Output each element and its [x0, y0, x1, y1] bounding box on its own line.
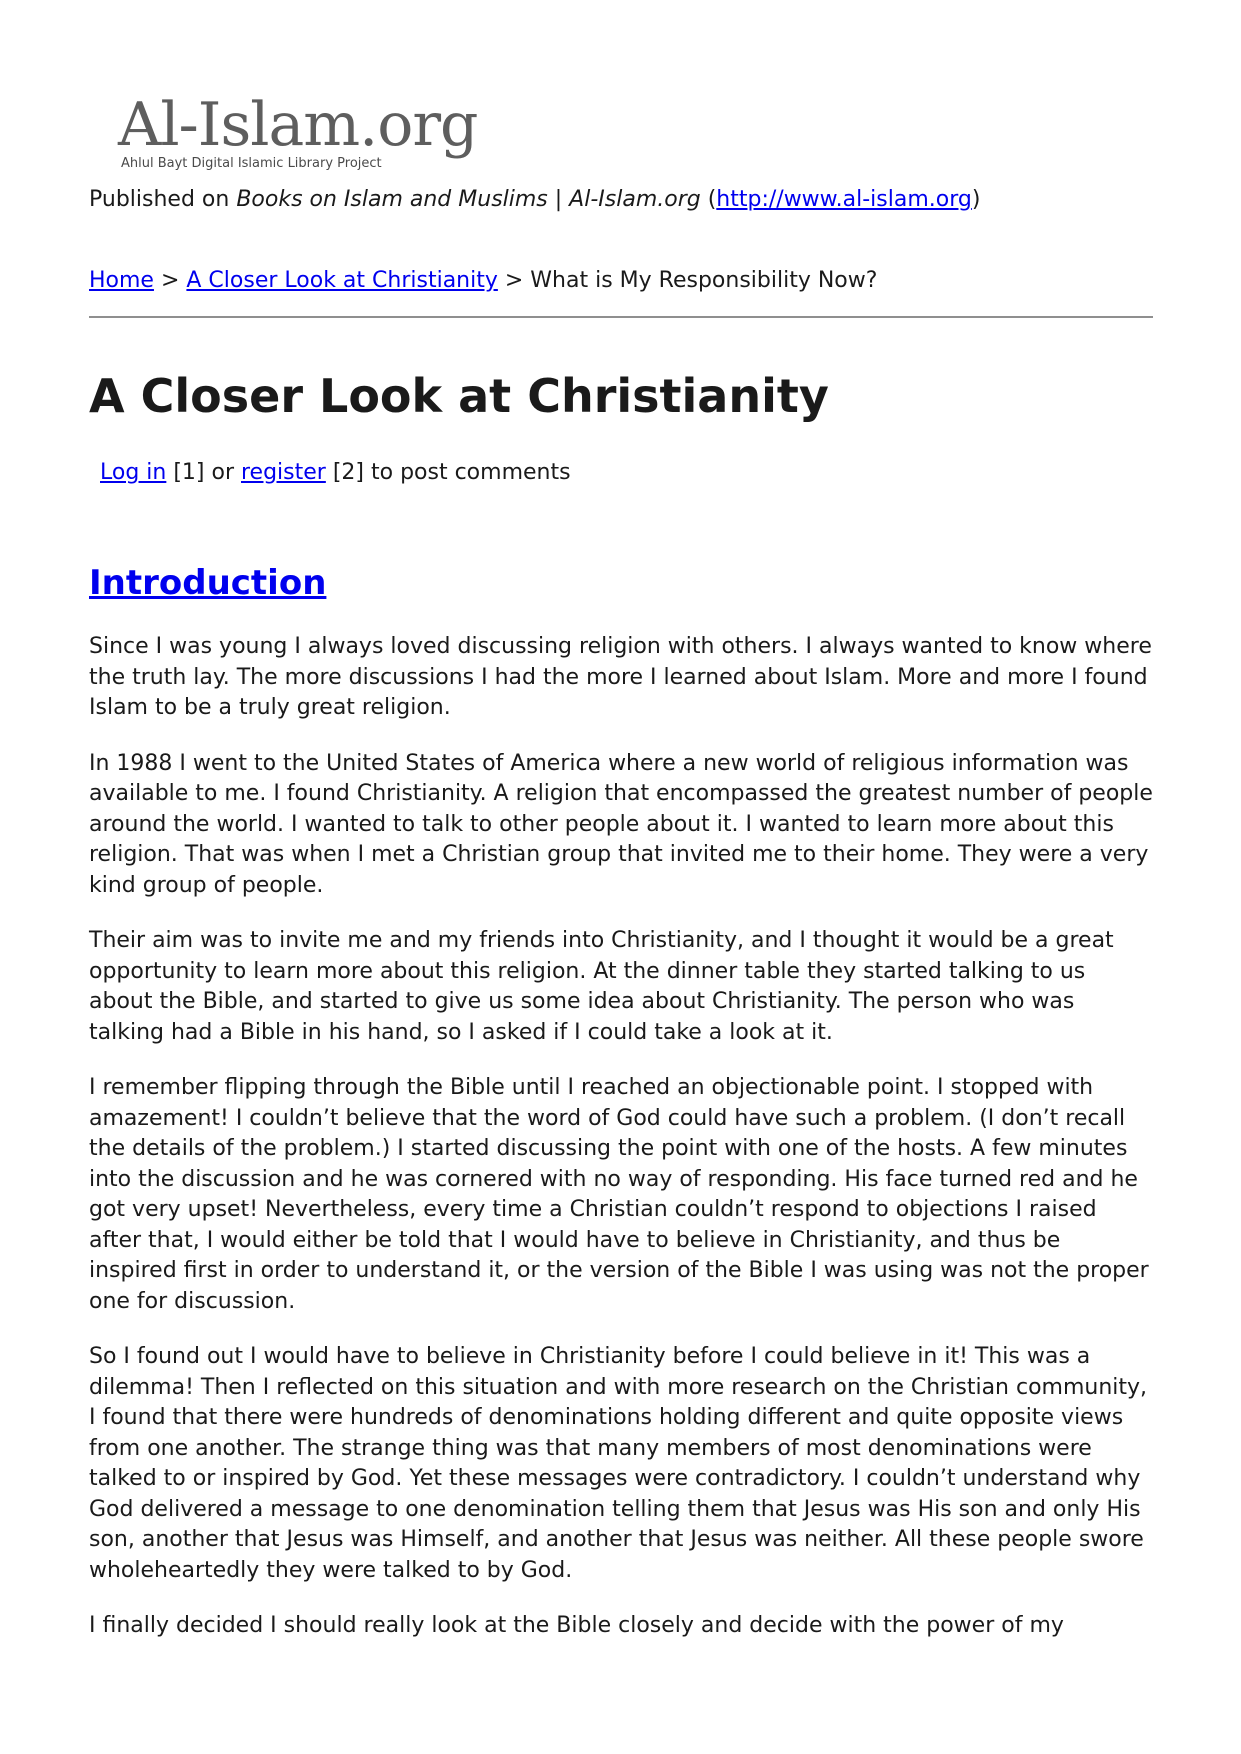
breadcrumb-separator: >: [497, 268, 531, 293]
section-heading-link[interactable]: [89, 562, 326, 604]
breadcrumb-book-link[interactable]: A Closer Look at Christianity: [186, 268, 498, 293]
published-on-line: [89, 186, 980, 214]
paragraph: I finally decided I should really look at the Bible closely and decide with the power of my: [89, 1613, 1064, 1638]
paragraph: I remember flipping through the Bible until I reached an objectionable point. I stopped with amazement! I couldn’t believe that the word of God could have such a problem. (I don’t recall the details of the problem.) I started discussing the point with one of the hosts. A few minutes into the discussion and he was cornered with no way of responding. His face turned red and he got very upset! Nevertheless, every time a Christian couldn’t respond to objections I raised after that, I would either be told that I would have to believe in Christianity, and thus be inspired first in order to understand it, or the version of the Bible I was using was not the proper one for discussion.: [89, 1075, 1149, 1314]
register-ref-text: [2] to post comments: [325, 460, 571, 485]
published-prefix: Published on: [89, 187, 237, 212]
site-logo[interactable]: [118, 92, 478, 178]
breadcrumb-current: What is My Responsibility Now?: [530, 268, 878, 293]
paragraph: In 1988 I went to the United States of America where a new world of religious information was available to me. I found Christianity. A religion that encompassed the greatest number of people around the world. I wanted to talk to other people about it. I wanted to learn more about this religion. That was when I met a Christian group that invited me to their home. They were a very kind group of people.: [89, 750, 1153, 898]
breadcrumb-separator: >: [153, 268, 187, 293]
article-body: [89, 632, 1153, 1667]
logo-wordmark: Al-Islam.org: [118, 90, 478, 160]
logo-tagline: Ahlul Bayt Digital Islamic Library Project: [121, 156, 382, 171]
site-url-link[interactable]: http://www.al-islam.org: [716, 187, 972, 212]
login-link[interactable]: Log in: [100, 460, 167, 485]
published-open-paren: (: [700, 187, 717, 212]
login-ref-text: [1] or: [166, 460, 241, 485]
header-divider: [89, 316, 1153, 318]
section-heading-text: Introduction: [89, 563, 327, 603]
paragraph: Their aim was to invite me and my friends into Christianity, and I thought it would be a great opportunity to learn more about this religion. At the dinner table they started talking to us about the Bible, and started to give us some idea about Christianity. The person who was talking had a Bible in his hand, so I asked if I could take a look at it.: [89, 928, 1114, 1045]
published-source: Books on Islam and Muslims | Al-Islam.org: [236, 187, 701, 212]
published-close-paren: ): [971, 187, 981, 212]
breadcrumb: [89, 267, 877, 295]
page-title: A Closer Look at Christianity: [89, 369, 829, 423]
paragraph: Since I was young I always loved discussing religion with others. I always wanted to know where the truth lay. The more discussions I had the more I learned about Islam. More and more I found Islam to be a truly great religion.: [89, 634, 1152, 720]
breadcrumb-home-link[interactable]: Home: [89, 268, 154, 293]
comment-login-prompt: [100, 459, 571, 487]
register-link[interactable]: register: [241, 460, 326, 485]
paragraph: So I found out I would have to believe in Christianity before I could believe in it! This was a dilemma! Then I reflected on this situation and with more research on the Christian community, I found that there were hundreds of denominations holding different and quite opposite views from one another. The strange thing was that many members of most denominations were talked to or inspired by God. Yet these messages were contradictory. I couldn’t understand why God delivered a message to one denomination telling them that Jesus was His son and only His son, another that Jesus was Himself, and another that Jesus was neither. All these people swore wholeheartedly they were talked to by God.: [89, 1344, 1148, 1583]
